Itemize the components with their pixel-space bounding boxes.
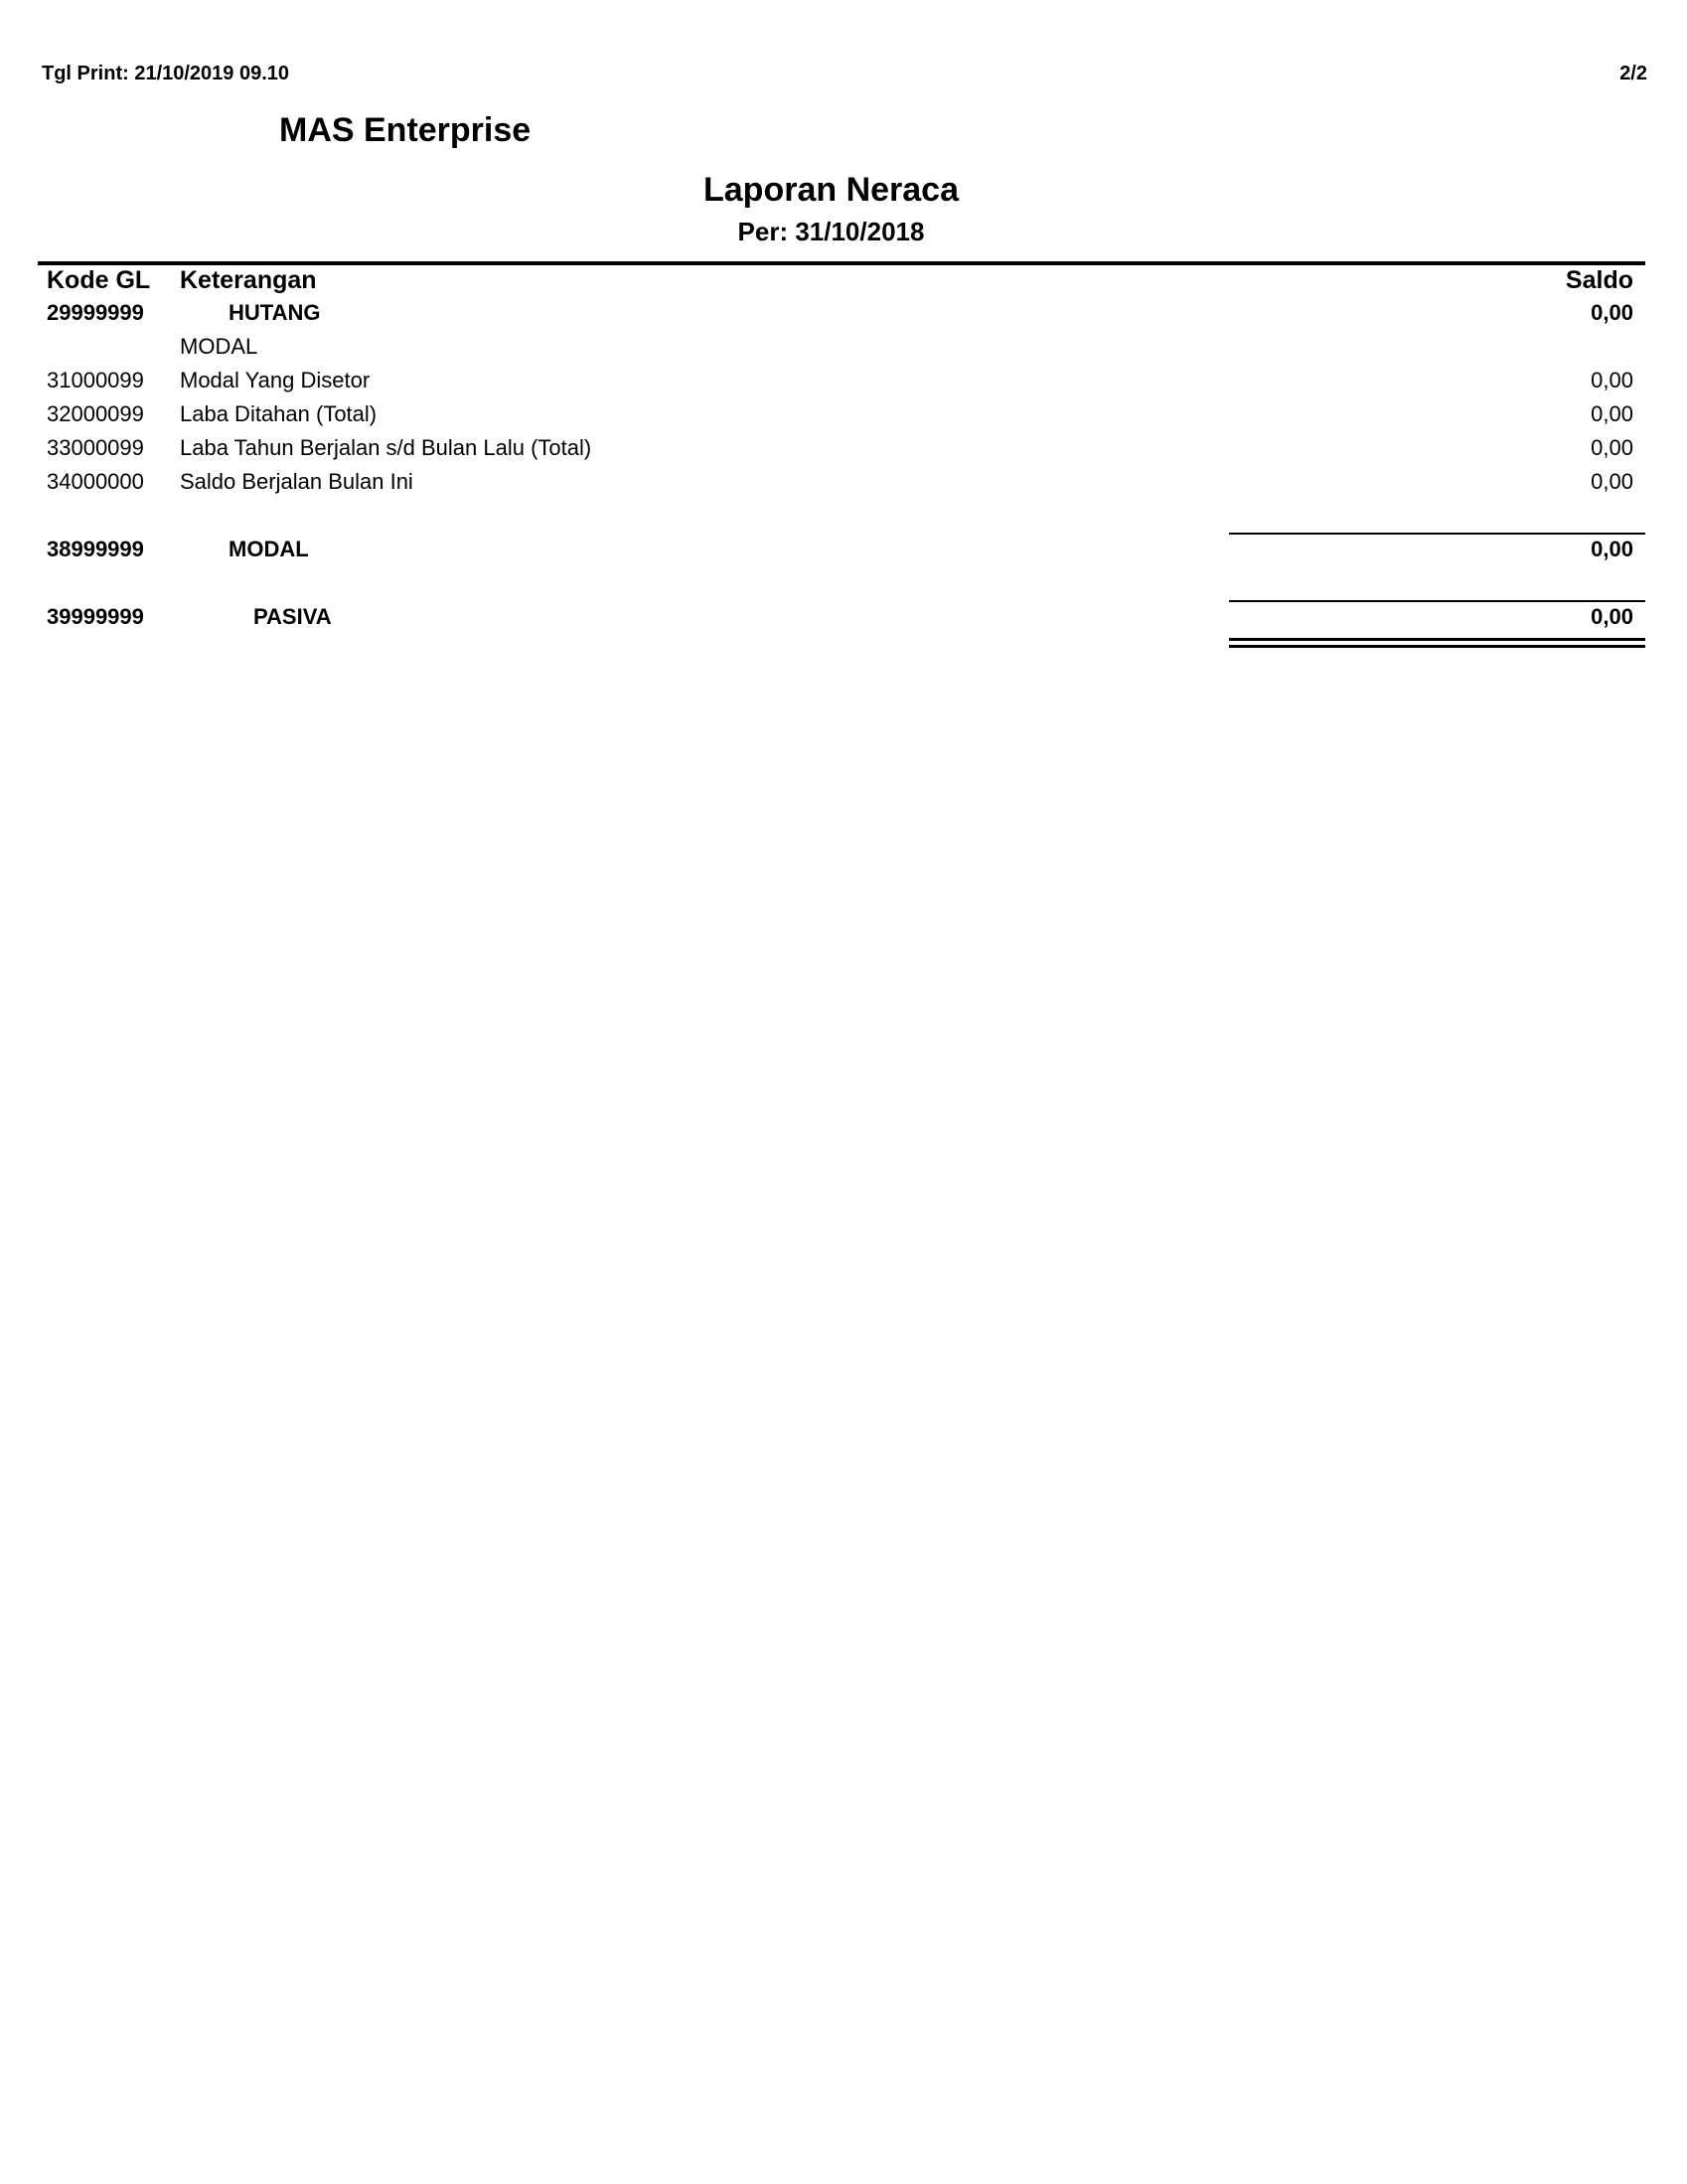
column-header-balance: Saldo <box>1565 266 1633 294</box>
row-code: 38999999 <box>47 537 144 561</box>
header-divider <box>38 261 1645 265</box>
row-balance: 0,00 <box>1591 537 1633 561</box>
row-code: 34000000 <box>47 469 144 494</box>
row-description: Laba Tahun Berjalan s/d Bulan Lalu (Total) <box>180 435 592 460</box>
section-heading: MODAL <box>180 334 258 359</box>
row-description: HUTANG <box>229 300 321 325</box>
print-date: Tgl Print: 21/10/2019 09.10 <box>42 63 290 84</box>
row-code: 33000099 <box>47 435 144 460</box>
page-number: 2/2 <box>1619 63 1647 84</box>
row-description: PASIVA <box>253 604 332 629</box>
row-balance: 0,00 <box>1591 300 1633 325</box>
row-balance: 0,00 <box>1591 401 1633 426</box>
row-description: Saldo Berjalan Bulan Ini <box>180 469 413 494</box>
row-code: 32000099 <box>47 401 144 426</box>
column-header-description: Keterangan <box>180 266 317 294</box>
grand-total-double-rule <box>1229 638 1645 648</box>
company-name: MAS Enterprise <box>279 111 532 149</box>
row-description: Laba Ditahan (Total) <box>180 401 378 426</box>
row-description: MODAL <box>229 537 309 561</box>
subtotal-rule <box>1229 533 1645 535</box>
row-balance: 0,00 <box>1591 469 1633 494</box>
row-balance: 0,00 <box>1591 435 1633 460</box>
row-code: 39999999 <box>47 604 144 629</box>
report-title: Laporan Neraca <box>703 171 959 209</box>
row-description: Modal Yang Disetor <box>180 368 371 392</box>
row-code: 31000099 <box>47 368 144 392</box>
report-period: Per: 31/10/2018 <box>737 217 925 246</box>
total-rule <box>1229 600 1645 602</box>
row-balance: 0,00 <box>1591 604 1633 629</box>
column-header-code: Kode GL <box>47 266 151 294</box>
row-code: 29999999 <box>47 300 144 325</box>
row-balance: 0,00 <box>1591 368 1633 392</box>
